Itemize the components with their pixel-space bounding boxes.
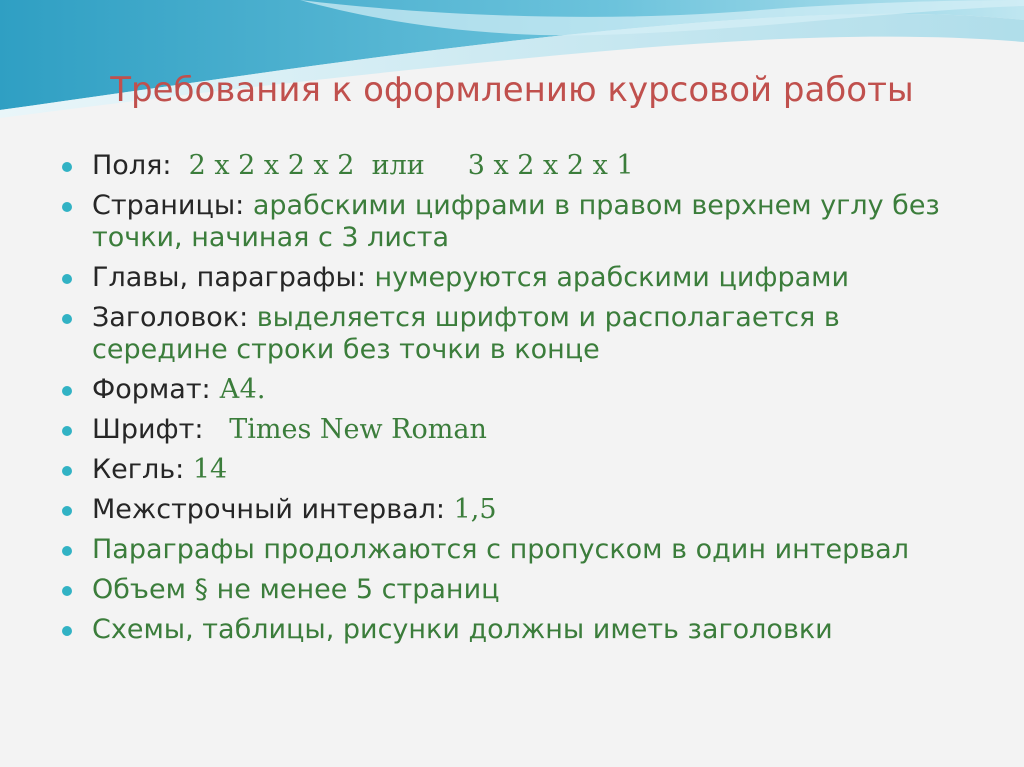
item-label: Формат:	[92, 374, 211, 405]
item-label: Шрифт:	[92, 414, 204, 445]
list-item-pages	[62, 190, 962, 254]
bullet-icon	[62, 466, 72, 476]
list-item-chapters	[62, 262, 962, 294]
item-label: Главы, параграфы:	[92, 262, 366, 293]
item-label: Межстрочный интервал:	[92, 494, 446, 525]
list-item-heading	[62, 302, 962, 366]
requirements-list	[62, 150, 962, 654]
item-value: 1,5	[445, 494, 497, 525]
item-value: 2 х 2 х 2 х 2 или 3 х 2 х 2 х 1	[171, 150, 634, 181]
bullet-icon	[62, 506, 72, 516]
item-label: Кегль:	[92, 454, 185, 485]
list-item-volume	[62, 574, 962, 606]
item-value: 14	[184, 454, 228, 485]
item-label: Поля:	[92, 150, 172, 181]
bullet-icon	[62, 386, 72, 396]
bullet-icon	[62, 314, 72, 324]
item-value: Параграфы продолжаются с пропуском в один интервал	[92, 534, 909, 565]
list-item-size	[62, 454, 962, 486]
list-item-font	[62, 414, 962, 446]
list-item-fields	[62, 150, 962, 182]
bullet-icon	[62, 162, 72, 172]
list-item-paragraphs	[62, 534, 962, 566]
bullet-icon	[62, 426, 72, 436]
item-value: Times New Roman	[203, 414, 487, 445]
item-value: Объем § не менее 5 страниц	[92, 574, 500, 605]
wave-decoration	[0, 0, 1024, 130]
list-item-spacing	[62, 494, 962, 526]
bullet-icon	[62, 586, 72, 596]
item-value: Схемы, таблицы, рисунки должны иметь заголовки	[92, 614, 833, 645]
item-value: А4.	[210, 374, 266, 405]
list-item-figures	[62, 614, 962, 646]
item-value: выделяется шрифтом и располагается в середине строки без точки в конце	[92, 302, 840, 365]
item-value: нумеруются арабскими цифрами	[365, 262, 850, 293]
bullet-icon	[62, 626, 72, 636]
page-title: Требования к оформлению курсовой работы	[110, 70, 914, 110]
bullet-icon	[62, 274, 72, 284]
item-label: Заголовок:	[92, 302, 249, 333]
bullet-icon	[62, 546, 72, 556]
bullet-icon	[62, 202, 72, 212]
item-value: арабскими цифрами в правом верхнем углу без точки, начиная с 3 листа	[92, 190, 940, 253]
list-item-format	[62, 374, 962, 406]
item-label: Страницы:	[92, 190, 245, 221]
